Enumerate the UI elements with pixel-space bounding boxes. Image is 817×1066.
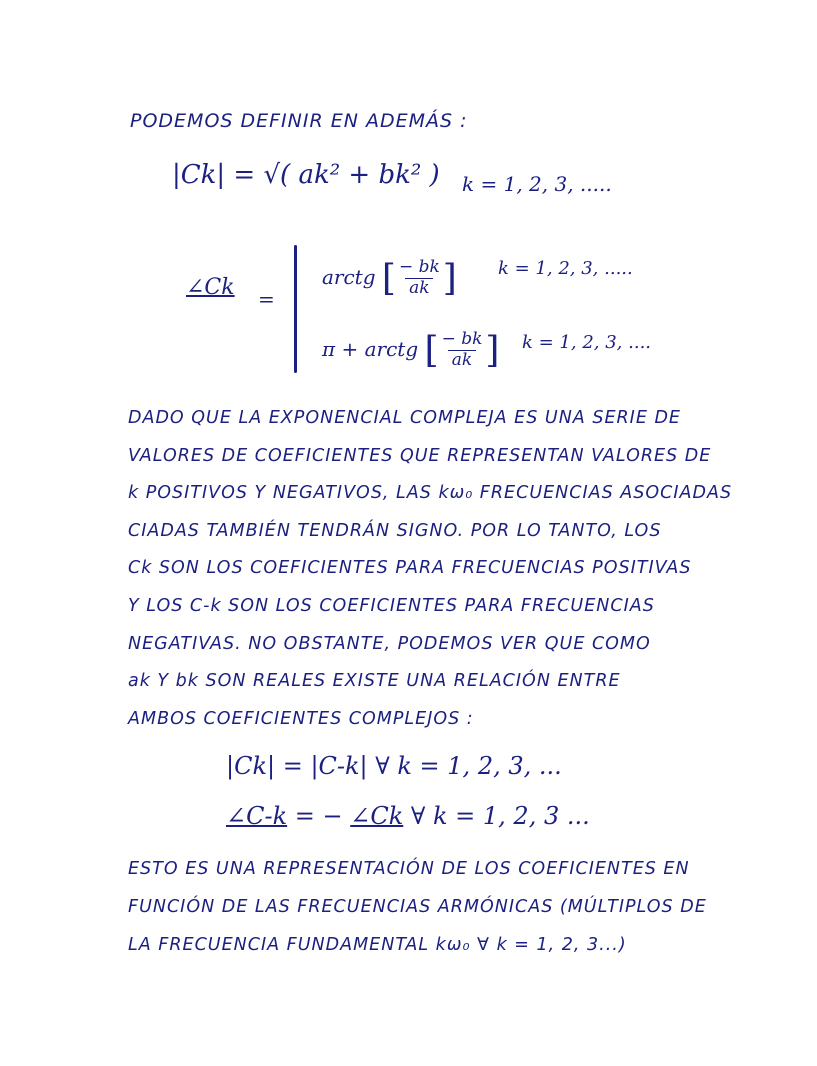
phase-range: ∀ k = 1, 2, 3 ... [403, 802, 590, 830]
paragraph-1-line: NEGATIVAS. NO OBSTANTE, PODEMOS VER QUE COMO [128, 633, 651, 654]
case2-numerator: − bk [441, 329, 483, 350]
paragraph-1 [128, 400, 732, 738]
paragraph-1-line: Y LOS C-k SON LOS COEFICIENTES PARA FRECUENCIAS [128, 595, 655, 616]
left-bracket: [ [424, 330, 439, 371]
paragraph-1-line: k POSITIVOS Y NEGATIVOS, LAS kω₀ FRECUENCIAS ASOCIADAS [128, 483, 733, 504]
phase-label: ∠Ck [186, 275, 235, 300]
left-bracket: [ [381, 258, 396, 299]
piecewise-brace [294, 245, 297, 373]
case1-func: arctg [322, 265, 376, 289]
case1-fraction [399, 258, 440, 299]
paragraph-1-line: Ck SON LOS COEFICIENTES PARA FRECUENCIAS POSITIVAS [128, 558, 692, 579]
magnitude-equation: |Ck| = √( ak² + bk² ) [172, 160, 440, 190]
case1-numerator: − bk [398, 257, 440, 278]
phase-k: ∠Ck [350, 802, 404, 830]
magnitude-symmetry: |Ck| = |C-k| ∀ k = 1, 2, 3, ... [226, 752, 562, 780]
paragraph-2-line: FUNCIÓN DE LAS FRECUENCIAS ARMÓNICAS (MÚLTIPLOS DE [128, 897, 707, 917]
phase-case-2-range: k = 1, 2, 3, .... [522, 332, 652, 353]
phase-antisymmetry [226, 802, 590, 830]
paragraph-1-line: AMBOS COEFICIENTES COMPLEJOS : [128, 708, 474, 729]
magnitude-range: k = 1, 2, 3, ..... [462, 172, 612, 196]
phase-equals: = [258, 287, 275, 311]
case2-fraction [442, 330, 483, 371]
phase-case-1 [322, 258, 457, 299]
paragraph-1-line: DADO QUE LA EXPONENCIAL COMPLEJA ES UNA SERIE DE [128, 408, 681, 428]
paragraph-2-line: LA FRECUENCIA FUNDAMENTAL kω₀ ∀ k = 1, 2, 3...) [128, 935, 627, 955]
case2-denominator: ak [451, 350, 473, 371]
right-bracket: ] [442, 258, 457, 299]
paragraph-2-line: ESTO ES UNA REPRESENTACIÓN DE LOS COEFICIENTES EN [128, 859, 690, 879]
case1-denominator: ak [409, 278, 430, 299]
phase-case-2 [322, 330, 499, 371]
paragraph-1-line: VALORES DE COEFICIENTES QUE REPRESENTAN VALORES DE [128, 445, 712, 466]
paragraph-1-line: ak Y bk SON REALES EXISTE UNA RELACIÓN ENTRE [128, 671, 621, 692]
phase-neg-k: ∠C-k [226, 802, 288, 830]
paragraph-2 [128, 850, 707, 964]
equals-minus: = − [287, 802, 351, 830]
case2-prefix: π + arctg [322, 337, 419, 361]
phase-case-1-range: k = 1, 2, 3, ..... [498, 258, 633, 279]
right-bracket: ] [485, 330, 500, 371]
paragraph-1-line: CIADAS TAMBIÉN TENDRÁN SIGNO. POR LO TANTO, LOS [128, 520, 662, 541]
intro-heading: PODEMOS DEFINIR EN ADEMÁS : [130, 110, 468, 132]
